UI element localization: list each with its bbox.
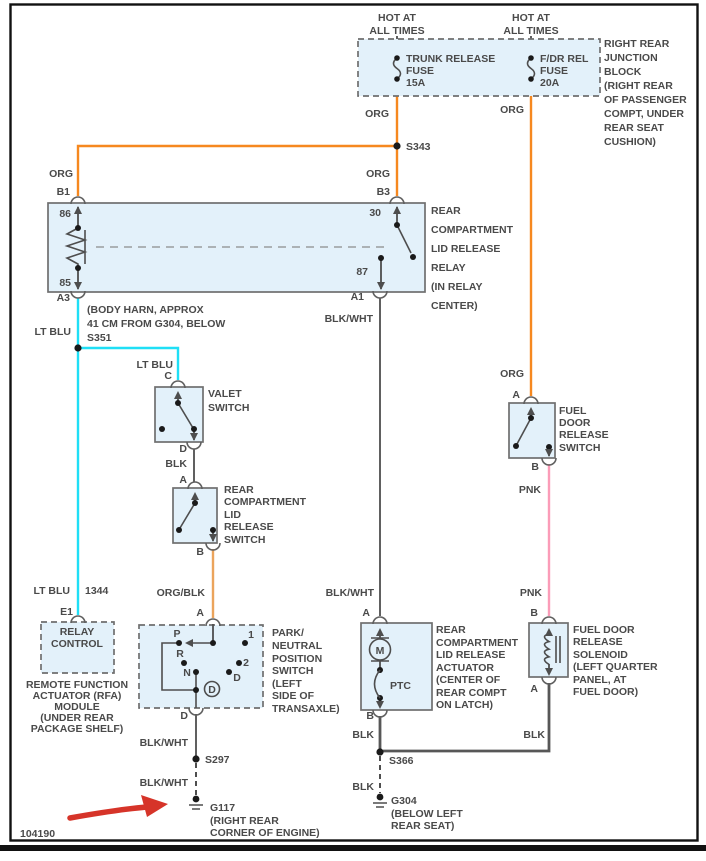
wire-color-label: ORG [500, 104, 524, 116]
relay-label: (IN RELAY [431, 281, 483, 293]
connector-arc-lid-b [206, 543, 220, 550]
ground-label-g117: CORNER OF ENGINE) [210, 827, 320, 839]
relay-connector-b1: B1 [56, 186, 70, 198]
pnp-connector-a: A [196, 607, 204, 619]
bottom-divider-bar [0, 845, 706, 851]
red-annotation-arrow [70, 795, 168, 818]
relay-pin-86: 86 [59, 208, 71, 220]
trunk-fuse-label: FUSE [406, 65, 435, 77]
wire-color-label: LT BLU [34, 326, 71, 338]
solenoid-label: SOLENOID [573, 649, 628, 661]
connector-arc-valet-d [187, 442, 201, 449]
rfa-pin-function: RELAY [59, 626, 95, 638]
junction-block-label: BLOCK [604, 66, 642, 78]
actuator-label: REAR [436, 624, 466, 636]
actuator-label: ACTUATOR [436, 662, 494, 674]
ground-label-g304: G304 [391, 795, 417, 807]
lid-switch-label: COMPARTMENT [224, 496, 307, 508]
wire-color-label: BLK [523, 729, 545, 741]
wire-color-label: LT BLU [33, 585, 70, 597]
valet-connector-c: C [164, 370, 172, 382]
pnp-switch-label: SWITCH [272, 665, 314, 677]
pnp-position-2: 2 [243, 657, 249, 669]
figure-number: 104190 [20, 828, 56, 840]
lid-switch-label: RELEASE [224, 521, 274, 533]
wire-color-label: BLK/WHT [139, 737, 188, 749]
valet-switch-label: VALET [208, 388, 242, 400]
fuel-door-fuse-label: F/DR REL [540, 53, 589, 65]
pnp-switch-label: POSITION [272, 653, 323, 665]
pnp-position-r: R [176, 648, 184, 660]
pnp-position-d-circled: D [208, 684, 216, 696]
connector-arc-actuator-b [373, 710, 387, 717]
actuator-label: REAR COMPT [436, 687, 507, 699]
pnp-connector-d: D [180, 710, 188, 722]
wire-org-fuse-to-relay [78, 79, 397, 196]
wire-color-label: BLK/WHT [325, 587, 374, 599]
fuel-switch-label: DOOR [559, 417, 591, 429]
wire-color-label: LT BLU [136, 359, 173, 371]
fuel-switch-connector-b: B [531, 461, 539, 473]
wire-color-label: ORG [366, 168, 390, 180]
pnp-switch-label: (LEFT [272, 678, 302, 690]
actuator-label: LID RELEASE [436, 649, 506, 661]
hot-at-label: HOT AT [512, 12, 550, 24]
wire-color-label: PNK [519, 587, 542, 599]
splice-label-s297: S297 [205, 754, 230, 766]
pnp-switch-label: SIDE OF [272, 690, 315, 702]
rfa-module-label: PACKAGE SHELF) [30, 723, 124, 735]
junction-block-label: OF PASSENGER [604, 94, 687, 106]
relay-pin-30: 30 [369, 207, 381, 219]
splice-dot-s366 [376, 748, 383, 755]
lid-switch-label: REAR [224, 484, 254, 496]
junction-block-label: JUNCTION [604, 52, 658, 64]
valet-switch-label: SWITCH [208, 402, 250, 414]
splice-dot-s297 [192, 755, 199, 762]
wire-color-label: PNK [518, 484, 541, 496]
relay-connector-a1: A1 [350, 291, 364, 303]
connector-arc-pnp-d [189, 708, 203, 715]
pnp-switch-label: PARK/ [272, 627, 304, 639]
ground-label-g304: (BELOW LEFT [391, 808, 463, 820]
connector-arc-solenoid-a [542, 677, 556, 684]
pnp-switch-label: TRANSAXLE) [272, 703, 340, 715]
rfa-module-label: MODULE [54, 701, 100, 713]
relay-label: COMPARTMENT [431, 224, 514, 236]
relay-label: LID RELEASE [431, 243, 501, 255]
solenoid-label: FUEL DOOR [573, 624, 635, 636]
junction-block-label: CUSHION) [604, 136, 656, 148]
relay-pin-87: 87 [356, 266, 368, 278]
pnp-position-1: 1 [248, 629, 254, 641]
fuel-switch-label: SWITCH [559, 442, 601, 454]
rfa-connector-e1: E1 [60, 606, 73, 618]
pnp-switch-label: NEUTRAL [272, 640, 323, 652]
splice-label-s351: S351 [87, 332, 112, 344]
hot-at-label: HOT AT [378, 12, 416, 24]
actuator-connector-a: A [362, 607, 370, 619]
splice-label-s366: S366 [389, 755, 414, 767]
splice-dot-s343 [393, 142, 400, 149]
splice-label-s343: S343 [406, 141, 431, 153]
wire-color-label: BLK [352, 781, 374, 793]
lid-switch-connector-b: B [196, 546, 204, 558]
ground-label-g304: REAR SEAT) [391, 820, 455, 832]
ground-symbol-g304 [373, 794, 387, 807]
pnp-position-n: N [183, 667, 191, 679]
relay-connector-a3: A3 [56, 292, 70, 304]
actuator-label: COMPARTMENT [436, 637, 519, 649]
fuel-door-fuse-label: FUSE [540, 65, 569, 77]
lid-switch-label: SWITCH [224, 534, 266, 546]
rfa-pin-function: CONTROL [51, 638, 103, 650]
circuit-number-label: 1344 [85, 585, 109, 597]
rfa-module-label: REMOTE FUNCTION [25, 679, 129, 691]
valet-connector-d: D [179, 443, 187, 455]
junction-block-label: (RIGHT REAR [604, 80, 673, 92]
actuator-label: ON LATCH) [436, 699, 493, 711]
motor-symbol-label: M [375, 645, 385, 657]
actuator-box [361, 623, 432, 710]
wire-color-label: ORG [365, 108, 389, 120]
hot-at-label: ALL TIMES [369, 25, 425, 37]
fuel-door-fuse-rating: 20A [540, 77, 560, 89]
fuel-switch-label: RELEASE [559, 429, 609, 441]
ground-label-g117: (RIGHT REAR [210, 815, 279, 827]
actuator-connector-b: B [366, 710, 374, 722]
splice-dot-s351 [74, 344, 81, 351]
ground-symbol-g117 [189, 796, 203, 809]
wire-color-label: BLK/WHT [139, 777, 188, 789]
harness-note: (BODY HARN, APPROX [87, 304, 204, 316]
harness-note: 41 CM FROM G304, BELOW [87, 318, 226, 330]
wire-color-label: BLK [352, 729, 374, 741]
ground-label-g117: G117 [210, 802, 236, 814]
wire-color-label: ORG [49, 168, 73, 180]
solenoid-label: FUEL DOOR) [573, 686, 639, 698]
wire-color-label: BLK [165, 458, 187, 470]
trunk-fuse-label: TRUNK RELEASE [406, 53, 496, 65]
hot-at-label: ALL TIMES [503, 25, 559, 37]
relay-label: RELAY [431, 262, 466, 274]
wire-color-label: ORG [500, 368, 524, 380]
lid-switch-label: LID [224, 509, 241, 521]
rfa-module-label: ACTUATOR (RFA) [32, 690, 122, 702]
fuel-switch-connector-a: A [512, 389, 520, 401]
pnp-position-d: D [233, 672, 241, 684]
fuel-switch-label: FUEL [559, 405, 587, 417]
lid-switch-connector-a: A [179, 474, 187, 486]
ptc-label: PTC [390, 680, 411, 692]
solenoid-label: (LEFT QUARTER [573, 661, 658, 673]
junction-block-label: REAR SEAT [604, 122, 664, 134]
junction-block-label: COMPT, UNDER [604, 108, 684, 120]
solenoid-connector-b: B [530, 607, 538, 619]
rfa-module-label: (UNDER REAR [40, 712, 114, 724]
relay-label: REAR [431, 205, 461, 217]
junction-block-label: RIGHT REAR [604, 38, 670, 50]
connector-arc-fuel-switch-b [542, 458, 556, 465]
solenoid-label: RELEASE [573, 636, 623, 648]
relay-connector-b3: B3 [376, 186, 390, 198]
wire-color-label: ORG/BLK [156, 587, 205, 599]
solenoid-connector-a: A [530, 683, 538, 695]
actuator-label: (CENTER OF [436, 674, 501, 686]
pnp-position-p: P [173, 628, 181, 640]
relay-pin-85: 85 [59, 277, 71, 289]
trunk-fuse-rating: 15A [406, 77, 426, 89]
solenoid-label: PANEL, AT [573, 674, 627, 686]
wire-color-label: BLK/WHT [324, 313, 373, 325]
relay-label: CENTER) [431, 300, 478, 312]
